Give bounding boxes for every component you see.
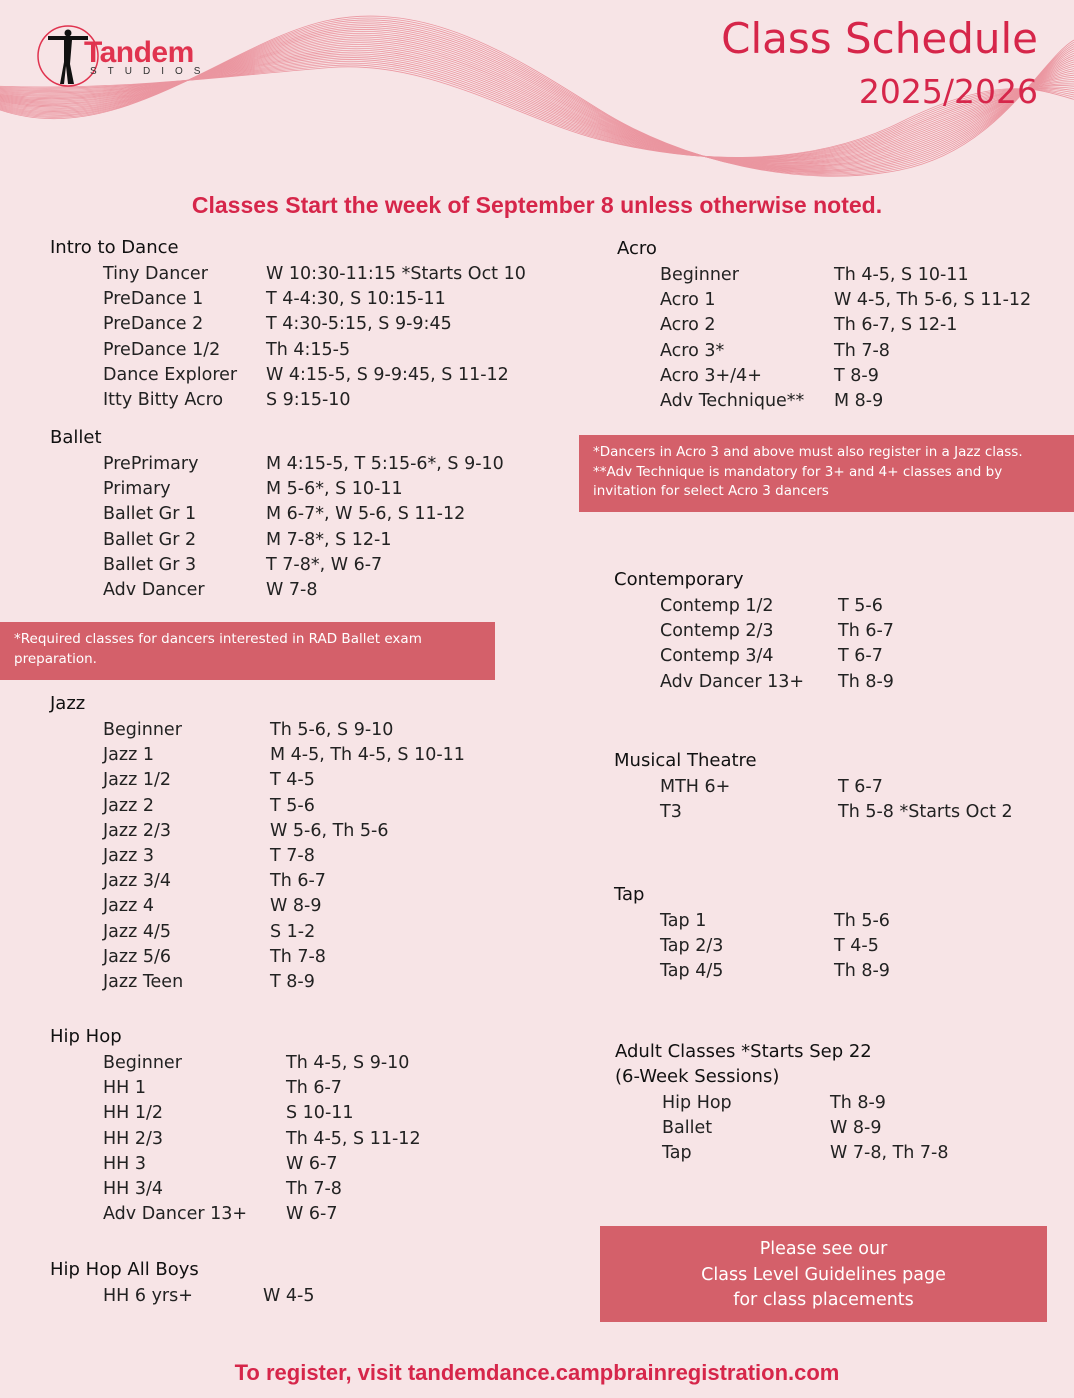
class-time: Th 8-9 — [838, 671, 894, 692]
class-row — [50, 743, 465, 768]
class-time: W 8-9 — [830, 1118, 882, 1139]
class-name: Itty Bitty Acro — [103, 389, 224, 410]
ballet-note: *Required classes for dancers interested in RAD Ballet exam preparation. — [0, 622, 495, 680]
class-row — [617, 389, 884, 414]
class-name: Jazz Teen — [103, 971, 184, 992]
class-row — [614, 959, 890, 984]
acro-note-line-1: *Dancers in Acro 3 and above must also register in a Jazz class. — [593, 444, 1023, 460]
class-row — [50, 945, 326, 970]
class-name: Acro 2 — [660, 315, 716, 336]
class-name: Jazz 3 — [103, 845, 154, 866]
class-time: T 4:30-5:15, S 9-9:45 — [266, 314, 452, 335]
class-row — [614, 644, 883, 669]
class-name: PreDance 2 — [103, 314, 204, 335]
class-time: W 8-9 — [270, 896, 322, 917]
class-time: M 4-5, Th 4-5, S 10-11 — [270, 745, 465, 766]
class-name: Jazz 2 — [103, 795, 154, 816]
class-time: Th 7-8 — [270, 946, 326, 967]
class-row — [50, 452, 504, 477]
class-time: M 6-7*, W 5-6, S 11-12 — [266, 504, 466, 525]
class-name: Adv Dancer — [103, 579, 205, 600]
class-row — [50, 338, 351, 363]
class-time: Th 7-8 — [286, 1178, 342, 1199]
section-title: Jazz — [50, 693, 86, 714]
class-name: Hip Hop — [662, 1093, 732, 1113]
section-musical-theatre — [614, 750, 1013, 825]
class-name: Contemp 3/4 — [660, 646, 774, 667]
class-row — [50, 287, 446, 312]
class-row — [614, 775, 883, 800]
brand-name: Tandem — [84, 36, 194, 69]
class-name: Tap 1 — [660, 911, 707, 931]
class-time: Th 4-5, S 10-11 — [834, 265, 969, 285]
class-row — [614, 594, 883, 619]
class-name: HH 2/3 — [103, 1128, 164, 1149]
class-name: PrePrimary — [103, 454, 199, 474]
schedule-year: 2025/2026 — [858, 72, 1038, 111]
class-time: Th 7-8 — [834, 340, 890, 361]
class-time: W 7-8 — [266, 579, 318, 600]
class-name: Jazz 1 — [103, 745, 154, 766]
class-name: Acro 3+/4+ — [660, 365, 762, 386]
class-row — [50, 894, 322, 919]
class-row — [614, 619, 894, 644]
class-time: W 4:15-5, S 9-9:45, S 11-12 — [266, 364, 509, 385]
class-name: Contemp 1/2 — [660, 596, 774, 616]
class-row — [50, 1101, 354, 1126]
class-time: W 5-6, Th 5-6 — [270, 820, 389, 841]
class-time: Th 5-6, S 9-10 — [270, 720, 394, 740]
class-name: Jazz 1/2 — [103, 770, 171, 791]
class-name: Acro 1 — [660, 290, 716, 311]
class-time: W 6-7 — [286, 1204, 338, 1225]
class-name: Beginner — [103, 720, 182, 740]
class-name: Adv Dancer 13+ — [103, 1204, 248, 1225]
cta-line-1: Please see our — [759, 1239, 888, 1259]
class-row — [50, 768, 315, 793]
class-name: Beginner — [660, 265, 739, 285]
class-time: Th 4-5, S 11-12 — [286, 1128, 421, 1149]
class-name: MTH 6+ — [660, 777, 731, 797]
class-name: Dance Explorer — [103, 364, 238, 385]
class-time: W 4-5, Th 5-6, S 11-12 — [834, 290, 1032, 311]
class-time: M 7-8*, S 12-1 — [266, 529, 392, 550]
section-adult-classes — [615, 1041, 949, 1167]
class-row — [617, 364, 879, 389]
class-name: PreDance 1/2 — [103, 339, 221, 360]
class-time: W 7-8, Th 7-8 — [830, 1143, 949, 1164]
section-title: Adult Classes *Starts Sep 22 — [615, 1041, 872, 1062]
class-time: M 4:15-5, T 5:15-6*, S 9-10 — [266, 454, 504, 474]
class-time: T 8-9 — [834, 365, 879, 386]
class-name: Beginner — [103, 1053, 182, 1073]
start-date-banner: Classes Start the week of September 8 unless otherwise noted. — [191, 192, 883, 218]
section-acro — [617, 238, 1032, 414]
class-name: Jazz 5/6 — [103, 946, 171, 967]
section-ballet — [50, 427, 504, 603]
class-time: Th 6-7 — [286, 1078, 342, 1099]
class-row — [50, 312, 452, 337]
class-name: Primary — [103, 479, 171, 500]
class-time: Th 5-8 *Starts Oct 2 — [838, 802, 1013, 823]
class-name: Tiny Dancer — [103, 264, 208, 284]
class-row — [617, 313, 958, 338]
class-row — [50, 1051, 410, 1076]
section-title: Acro — [617, 238, 657, 259]
class-time: W 6-7 — [286, 1153, 338, 1174]
class-row — [50, 477, 403, 502]
class-time: Th 5-6 — [834, 911, 890, 931]
class-row — [50, 1127, 421, 1152]
class-name: Ballet — [662, 1118, 713, 1139]
class-row — [50, 363, 509, 388]
class-row — [50, 528, 392, 553]
class-name: HH 1/2 — [103, 1103, 164, 1124]
class-name: Jazz 4 — [103, 896, 154, 917]
section-title: Contemporary — [614, 569, 744, 590]
class-time: W 10:30-11:15 *Starts Oct 10 — [266, 264, 526, 284]
class-time: M 8-9 — [834, 390, 884, 411]
class-name: T3 — [660, 802, 682, 823]
registration-link[interactable]: To register, visit tandemdance.campbrainregistration.com — [234, 1360, 840, 1385]
section-title: Hip Hop All Boys — [50, 1259, 199, 1280]
class-row — [50, 502, 466, 527]
class-name: Jazz 2/3 — [103, 820, 171, 841]
section-hip-hop — [50, 1026, 421, 1227]
class-row — [614, 934, 879, 959]
class-name: Ballet Gr 1 — [103, 504, 197, 525]
class-guidelines-callout — [600, 1226, 1047, 1322]
section-subtitle: (6-Week Sessions) — [615, 1066, 780, 1087]
section-jazz — [50, 693, 465, 995]
class-row — [615, 1141, 949, 1166]
class-row — [50, 1152, 338, 1177]
class-name: Jazz 3/4 — [103, 871, 171, 892]
section-tap — [614, 884, 890, 985]
class-name: Tap — [662, 1143, 692, 1164]
class-row — [617, 263, 969, 288]
brand-subtitle: STUDIOS — [90, 66, 212, 77]
class-name: Adv Dancer 13+ — [660, 671, 805, 692]
class-time: T 4-5 — [834, 936, 879, 957]
class-name: Acro 3* — [660, 340, 725, 361]
section-title: Intro to Dance — [50, 237, 179, 258]
class-time: W 4-5 — [263, 1286, 315, 1306]
class-row — [50, 1177, 342, 1202]
class-row — [50, 844, 315, 869]
class-name: Adv Technique** — [660, 390, 805, 411]
class-row — [614, 670, 894, 695]
section-intro-to-dance — [50, 237, 526, 413]
class-name: Ballet Gr 2 — [103, 529, 197, 550]
class-name: PreDance 1 — [103, 289, 204, 310]
class-time: Th 6-7, S 12-1 — [834, 315, 958, 336]
cta-line-3: for class placements — [733, 1290, 914, 1310]
class-time: T 7-8*, W 6-7 — [266, 554, 383, 575]
acro-note — [579, 435, 1074, 512]
class-row — [50, 970, 315, 995]
class-time: Th 6-7 — [838, 621, 894, 642]
class-time: T 6-7 — [838, 777, 883, 797]
class-row — [50, 1284, 315, 1309]
class-name: Ballet Gr 3 — [103, 554, 197, 575]
class-row — [50, 578, 318, 603]
class-row — [614, 800, 1013, 825]
class-time: Th 4:15-5 — [266, 339, 351, 360]
class-time: T 8-9 — [270, 971, 315, 992]
class-name: Tap 4/5 — [660, 961, 724, 982]
class-row — [617, 339, 890, 364]
class-time: T 5-6 — [838, 596, 883, 616]
class-time: Th 6-7 — [270, 871, 326, 892]
section-hip-hop-all-boys — [50, 1259, 315, 1309]
class-row — [615, 1091, 886, 1116]
class-time: Th 4-5, S 9-10 — [286, 1053, 410, 1073]
class-name: HH 6 yrs+ — [103, 1286, 193, 1306]
class-row — [50, 1076, 342, 1101]
class-row — [50, 262, 526, 287]
class-row — [50, 718, 394, 743]
class-time: S 9:15-10 — [266, 389, 351, 410]
class-row — [614, 909, 890, 934]
class-time: T 6-7 — [838, 646, 883, 667]
class-time: S 1-2 — [270, 921, 316, 942]
class-time: T 4-4:30, S 10:15-11 — [266, 289, 446, 310]
class-row — [50, 869, 326, 894]
section-title: Musical Theatre — [614, 750, 757, 771]
section-contemporary — [614, 569, 894, 695]
page-title: Class Schedule — [721, 14, 1038, 63]
class-time: T 5-6 — [270, 795, 315, 816]
class-row — [50, 819, 389, 844]
class-name: HH 1 — [103, 1078, 147, 1099]
class-name: HH 3 — [103, 1153, 147, 1174]
class-row — [50, 794, 315, 819]
acro-note-line-2: **Adv Technique is mandatory for 3+ and 4+ classes and by invitation for select Acro 3 dancers — [593, 463, 1003, 499]
section-title: Tap — [614, 884, 645, 905]
section-title: Ballet — [50, 427, 102, 448]
section-title: Hip Hop — [50, 1026, 122, 1047]
class-row — [50, 553, 383, 578]
class-name: Tap 2/3 — [660, 936, 724, 957]
class-row — [615, 1116, 882, 1141]
class-time: T 7-8 — [270, 845, 315, 866]
class-time: Th 8-9 — [830, 1093, 886, 1113]
class-row — [50, 1202, 338, 1227]
class-name: Contemp 2/3 — [660, 621, 774, 642]
class-name: Jazz 4/5 — [103, 921, 171, 942]
class-row — [50, 388, 351, 413]
class-time: M 5-6*, S 10-11 — [266, 479, 403, 500]
class-time: S 10-11 — [286, 1103, 354, 1124]
class-time: Th 8-9 — [834, 961, 890, 982]
class-name: HH 3/4 — [103, 1178, 164, 1199]
class-time: T 4-5 — [270, 770, 315, 791]
cta-line-2: Class Level Guidelines page — [701, 1264, 946, 1285]
class-row — [617, 288, 1032, 313]
class-row — [50, 920, 316, 945]
